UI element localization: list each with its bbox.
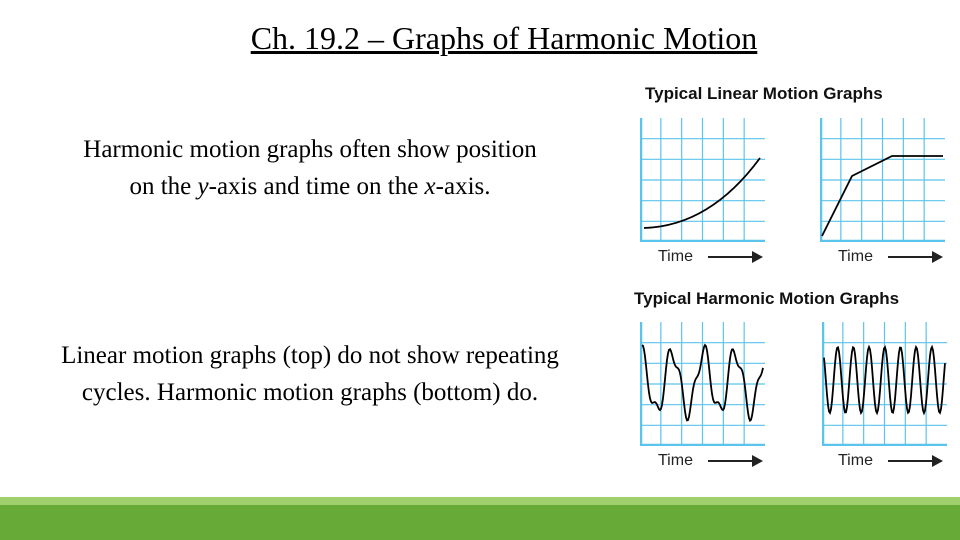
harmonic-graph-regular bbox=[822, 322, 947, 446]
paragraph-comparison-line2: cycles. Harmonic motion graphs (bottom) do. bbox=[81, 379, 539, 406]
paragraph-axes-line1: Harmonic motion graphs often show position bbox=[83, 136, 537, 163]
x-variable: x bbox=[424, 173, 436, 200]
paragraph-axes-line2 bbox=[0, 168, 620, 205]
time-axis-label: Time bbox=[838, 248, 873, 265]
harmonic-graph-irregular bbox=[640, 322, 765, 446]
right-arrow-icon bbox=[888, 454, 944, 468]
y-variable: y bbox=[197, 173, 209, 200]
right-arrow-icon bbox=[708, 250, 764, 264]
paragraph-comparison bbox=[0, 337, 620, 411]
time-axis-label: Time bbox=[658, 452, 693, 469]
text-segment: -axis. bbox=[435, 173, 491, 200]
paragraph-axes bbox=[0, 131, 620, 205]
paragraph-comparison-line1: Linear motion graphs (top) do not show repeating bbox=[61, 342, 559, 369]
text-segment: -axis and time on the bbox=[208, 173, 425, 200]
footer-band-light bbox=[0, 497, 960, 505]
time-axis-label: Time bbox=[838, 452, 873, 469]
linear-graph-curved bbox=[640, 118, 765, 242]
right-arrow-icon bbox=[708, 454, 764, 468]
slide-title: Ch. 19.2 – Graphs of Harmonic Motion bbox=[250, 20, 758, 56]
footer-band-dark bbox=[0, 505, 960, 540]
time-axis-label: Time bbox=[658, 248, 693, 265]
text-segment: on the bbox=[129, 173, 198, 200]
harmonic-graphs-title: Typical Harmonic Motion Graphs bbox=[634, 289, 900, 308]
linear-graphs-title: Typical Linear Motion Graphs bbox=[645, 84, 883, 103]
right-arrow-icon bbox=[888, 250, 944, 264]
linear-graph-piecewise bbox=[820, 118, 945, 242]
